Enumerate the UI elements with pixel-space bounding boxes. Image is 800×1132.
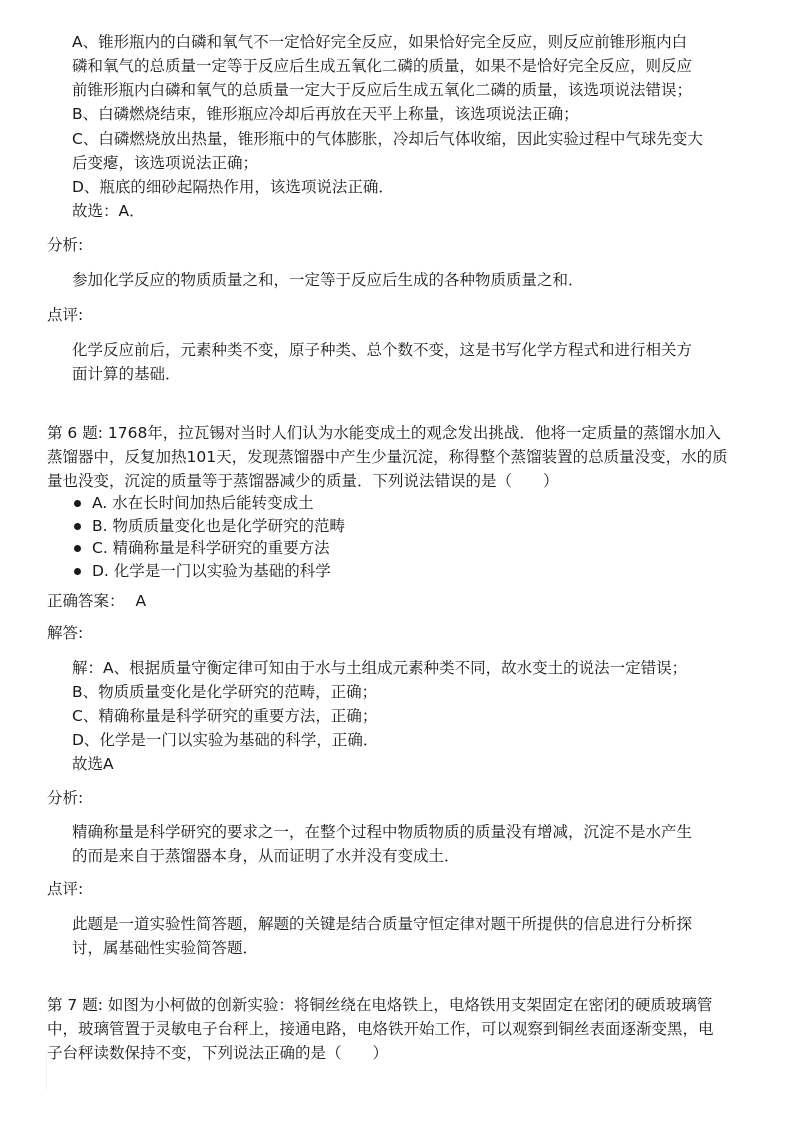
bullet-icon — [74, 568, 81, 575]
analysis-line: 的而是来自于蒸馏器本身，从而证明了水并没有变成土． — [72, 847, 460, 865]
solution-line: 故选：A． — [72, 202, 145, 220]
solution-line: D、化学是一门以实验为基础的科学，正确． — [72, 731, 379, 749]
solution-line: 后变瘪，该选项说法正确； — [72, 154, 259, 172]
question-stem: 第 6 题: 1768年，拉瓦锡对当时人们认为水能变成土的观念发出挑战．他将一定质量的蒸馏水加入 — [47, 424, 721, 442]
question-stem: 子台秤读数保持不变，下列说法正确的是（ ） — [47, 1044, 389, 1062]
answer-label: 正确答案： — [47, 592, 125, 610]
answer-value: A — [135, 592, 147, 610]
analysis-heading: 分析: — [47, 236, 84, 254]
solution-line: 前锥形瓶内白磷和氧气的总质量一定大于反应后生成五氧化二磷的质量，该选项说法错误； — [72, 81, 693, 99]
analysis-heading: 分析: — [47, 789, 84, 807]
analysis-line: 精确称量是科学研究的要求之一，在整个过程中物质物质的质量没有增减，沉淀不是水产生 — [72, 823, 693, 841]
option-item — [72, 492, 345, 515]
comment-line: 此题是一道实验性简答题，解题的关键是结合质量守恒定律对题干所提供的信息进行分析探 — [72, 915, 693, 933]
solution-line: B、物质质量变化是化学研究的范畴，正确； — [72, 683, 378, 701]
solution-heading: 解答: — [47, 624, 84, 642]
page-margin-line — [46, 1050, 47, 1090]
bullet-icon — [74, 500, 81, 507]
solution-line: C、精确称量是科学研究的重要方法，正确； — [72, 707, 378, 725]
option-text: B. 物质质量变化也是化学研究的范畴 — [92, 516, 345, 535]
solution-line: A、锥形瓶内的白磷和氧气不一定恰好完全反应，如果恰好完全反应，则反应前锥形瓶内白 — [72, 33, 688, 51]
solution-line: 故选A — [72, 755, 114, 773]
option-list — [72, 492, 345, 582]
question-stem: 第 7 题: 如图为小柯做的创新实验：将铜丝绕在电烙铁上，电烙铁用支架固定在密闭的硬质玻璃管 — [47, 996, 713, 1014]
solution-line: B、白磷燃烧结束，锥形瓶应冷却后再放在天平上称量，该选项说法正确； — [72, 105, 579, 123]
option-item — [72, 560, 345, 583]
bullet-icon — [74, 523, 81, 530]
bullet-icon — [74, 545, 81, 552]
question-stem: 中，玻璃管置于灵敏电子台秤上，接通电路，电烙铁开始工作，可以观察到铜丝表面逐渐变黑，电 — [47, 1020, 714, 1038]
comment-line: 讨，属基础性实验简答题． — [72, 939, 259, 957]
comment-line: 面计算的基础． — [72, 365, 181, 383]
option-text: D. 化学是一门以实验为基础的科学 — [92, 561, 331, 580]
solution-line: C、白磷燃烧放出热量，锥形瓶中的气体膨胀，冷却后气体收缩，因此实验过程中气球先变大 — [72, 130, 703, 148]
option-text: C. 精确称量是科学研究的重要方法 — [92, 539, 330, 557]
option-text: A. 水在长时间加热后能转变成土 — [92, 494, 314, 512]
analysis-line: 参加化学反应的物质质量之和，一定等于反应后生成的各种物质质量之和． — [72, 271, 584, 289]
question-stem: 蒸馏器中，反复加热101天，发现蒸馏器中产生少量沉淀，称得整个蒸馏装置的总质量没变，水的质 — [47, 448, 728, 466]
comment-heading: 点评: — [47, 306, 84, 324]
comment-line: 化学反应前后，元素种类不变，原子种类、总个数不变，这是书写化学方程式和进行相关方 — [72, 341, 693, 359]
option-item — [72, 515, 345, 538]
comment-heading: 点评: — [47, 880, 84, 898]
option-item — [72, 537, 345, 560]
question-stem: 量也没变，沉淀的质量等于蒸馏器减少的质量．下列说法错误的是（ ） — [47, 472, 559, 490]
answer-row — [47, 590, 146, 612]
solution-line: D、瓶底的细砂起隔热作用，该选项说法正确． — [72, 178, 394, 196]
solution-line: 解：A、根据质量守衡定律可知由于水与土组成元素种类不同，故水变土的说法一定错误； — [72, 659, 688, 677]
solution-line: 磷和氧气的总质量一定等于反应后生成五氧化二磷的质量，如果不是恰好完全反应，则反应 — [72, 57, 693, 75]
